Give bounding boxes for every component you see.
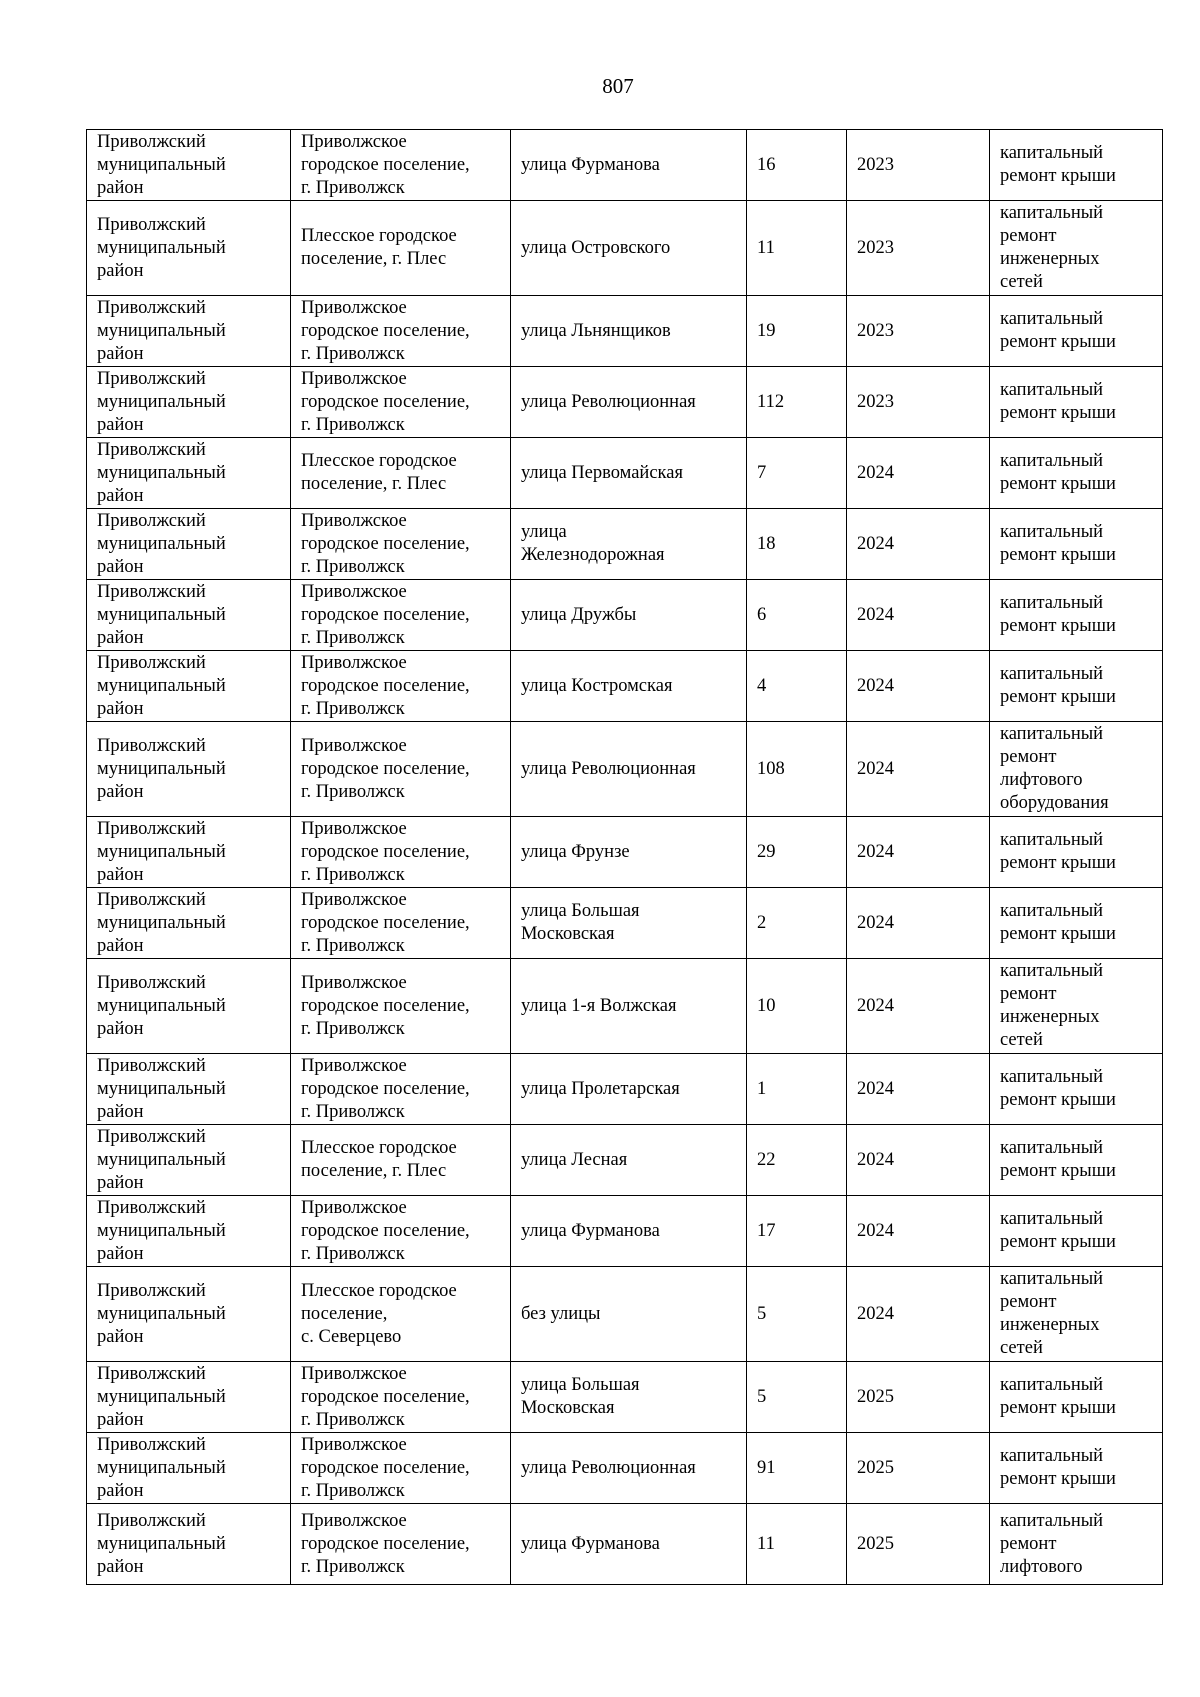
street-cell: улица 1-я Волжская bbox=[511, 959, 747, 1054]
settlement-cell: Приволжское городское поселение, г. Приволжск bbox=[291, 817, 511, 888]
table-row bbox=[87, 580, 1163, 651]
year-cell: 2024 bbox=[847, 817, 990, 888]
house-number-cell: 1 bbox=[747, 1054, 847, 1125]
settlement-cell: Приволжское городское поселение, г. Приволжск bbox=[291, 1196, 511, 1267]
district-cell: Приволжский муниципальный район bbox=[87, 1504, 291, 1585]
year-cell: 2024 bbox=[847, 651, 990, 722]
settlement-cell: Приволжское городское поселение, г. Приволжск bbox=[291, 580, 511, 651]
house-number-cell: 6 bbox=[747, 580, 847, 651]
district-cell: Приволжский муниципальный район bbox=[87, 296, 291, 367]
year-cell: 2023 bbox=[847, 130, 990, 201]
table-row bbox=[87, 438, 1163, 509]
street-cell: улица Железнодорожная bbox=[511, 509, 747, 580]
work-type-cell: капитальный ремонт крыши bbox=[990, 1125, 1163, 1196]
street-cell: улица Пролетарская bbox=[511, 1054, 747, 1125]
settlement-cell: Плесское городское поселение, г. Плес bbox=[291, 1125, 511, 1196]
year-cell: 2024 bbox=[847, 438, 990, 509]
settlement-cell: Приволжское городское поселение, г. Приволжск bbox=[291, 509, 511, 580]
house-number-cell: 91 bbox=[747, 1433, 847, 1504]
street-cell: улица Лесная bbox=[511, 1125, 747, 1196]
house-number-cell: 7 bbox=[747, 438, 847, 509]
year-cell: 2024 bbox=[847, 1196, 990, 1267]
street-cell: улица Льнянщиков bbox=[511, 296, 747, 367]
year-cell: 2023 bbox=[847, 367, 990, 438]
table-row bbox=[87, 1504, 1163, 1585]
district-cell: Приволжский муниципальный район bbox=[87, 1433, 291, 1504]
year-cell: 2024 bbox=[847, 580, 990, 651]
street-cell: улица Революционная bbox=[511, 367, 747, 438]
housing-repair-table bbox=[86, 129, 1163, 1585]
year-cell: 2024 bbox=[847, 722, 990, 817]
work-type-cell: капитальный ремонт инженерных сетей bbox=[990, 1267, 1163, 1362]
house-number-cell: 2 bbox=[747, 888, 847, 959]
work-type-cell: капитальный ремонт крыши bbox=[990, 130, 1163, 201]
district-cell: Приволжский муниципальный район bbox=[87, 959, 291, 1054]
year-cell: 2024 bbox=[847, 1267, 990, 1362]
settlement-cell: Приволжское городское поселение, г. Приволжск bbox=[291, 1362, 511, 1433]
table-row bbox=[87, 1125, 1163, 1196]
house-number-cell: 19 bbox=[747, 296, 847, 367]
table-row bbox=[87, 959, 1163, 1054]
table-row bbox=[87, 201, 1163, 296]
district-cell: Приволжский муниципальный район bbox=[87, 817, 291, 888]
district-cell: Приволжский муниципальный район bbox=[87, 1125, 291, 1196]
work-type-cell: капитальный ремонт инженерных сетей bbox=[990, 201, 1163, 296]
house-number-cell: 18 bbox=[747, 509, 847, 580]
work-type-cell: капитальный ремонт инженерных сетей bbox=[990, 959, 1163, 1054]
work-type-cell: капитальный ремонт крыши bbox=[990, 1196, 1163, 1267]
street-cell: улица Большая Московская bbox=[511, 1362, 747, 1433]
street-cell: улица Большая Московская bbox=[511, 888, 747, 959]
table-row bbox=[87, 509, 1163, 580]
house-number-cell: 5 bbox=[747, 1362, 847, 1433]
house-number-cell: 5 bbox=[747, 1267, 847, 1362]
settlement-cell: Приволжское городское поселение, г. Приволжск bbox=[291, 1433, 511, 1504]
house-number-cell: 22 bbox=[747, 1125, 847, 1196]
street-cell: улица Фурманова bbox=[511, 130, 747, 201]
settlement-cell: Приволжское городское поселение, г. Приволжск bbox=[291, 722, 511, 817]
settlement-cell: Приволжское городское поселение, г. Приволжск bbox=[291, 367, 511, 438]
work-type-cell: капитальный ремонт крыши bbox=[990, 367, 1163, 438]
house-number-cell: 112 bbox=[747, 367, 847, 438]
work-type-cell: капитальный ремонт крыши bbox=[990, 580, 1163, 651]
settlement-cell: Плесское городское поселение, г. Плес bbox=[291, 438, 511, 509]
settlement-cell: Плесское городское поселение, г. Плес bbox=[291, 201, 511, 296]
settlement-cell: Приволжское городское поселение, г. Приволжск bbox=[291, 959, 511, 1054]
year-cell: 2024 bbox=[847, 1125, 990, 1196]
table-row bbox=[87, 1433, 1163, 1504]
street-cell: улица Фрунзе bbox=[511, 817, 747, 888]
street-cell: улица Фурманова bbox=[511, 1196, 747, 1267]
work-type-cell: капитальный ремонт крыши bbox=[990, 296, 1163, 367]
table-row bbox=[87, 367, 1163, 438]
work-type-cell: капитальный ремонт крыши bbox=[990, 509, 1163, 580]
year-cell: 2024 bbox=[847, 1054, 990, 1125]
table-row bbox=[87, 1362, 1163, 1433]
house-number-cell: 11 bbox=[747, 201, 847, 296]
district-cell: Приволжский муниципальный район bbox=[87, 1054, 291, 1125]
table-row bbox=[87, 130, 1163, 201]
settlement-cell: Приволжское городское поселение, г. Приволжск bbox=[291, 651, 511, 722]
house-number-cell: 29 bbox=[747, 817, 847, 888]
table-row bbox=[87, 1054, 1163, 1125]
district-cell: Приволжский муниципальный район bbox=[87, 888, 291, 959]
house-number-cell: 10 bbox=[747, 959, 847, 1054]
year-cell: 2025 bbox=[847, 1362, 990, 1433]
work-type-cell: капитальный ремонт крыши bbox=[990, 438, 1163, 509]
work-type-cell: капитальный ремонт крыши bbox=[990, 651, 1163, 722]
year-cell: 2023 bbox=[847, 201, 990, 296]
district-cell: Приволжский муниципальный район bbox=[87, 438, 291, 509]
district-cell: Приволжский муниципальный район bbox=[87, 509, 291, 580]
work-type-cell: капитальный ремонт крыши bbox=[990, 888, 1163, 959]
street-cell: улица Островского bbox=[511, 201, 747, 296]
work-type-cell: капитальный ремонт лифтового оборудования bbox=[990, 722, 1163, 817]
street-cell: улица Дружбы bbox=[511, 580, 747, 651]
settlement-cell: Приволжское городское поселение, г. Приволжск bbox=[291, 1054, 511, 1125]
table-row bbox=[87, 817, 1163, 888]
settlement-cell: Приволжское городское поселение, г. Приволжск bbox=[291, 1504, 511, 1585]
table-row bbox=[87, 888, 1163, 959]
district-cell: Приволжский муниципальный район bbox=[87, 130, 291, 201]
street-cell: без улицы bbox=[511, 1267, 747, 1362]
district-cell: Приволжский муниципальный район bbox=[87, 201, 291, 296]
house-number-cell: 108 bbox=[747, 722, 847, 817]
settlement-cell: Приволжское городское поселение, г. Приволжск bbox=[291, 130, 511, 201]
table-row bbox=[87, 296, 1163, 367]
year-cell: 2024 bbox=[847, 509, 990, 580]
page-number: 807 bbox=[602, 74, 634, 98]
street-cell: улица Костромская bbox=[511, 651, 747, 722]
work-type-cell: капитальный ремонт крыши bbox=[990, 817, 1163, 888]
district-cell: Приволжский муниципальный район bbox=[87, 1196, 291, 1267]
house-number-cell: 16 bbox=[747, 130, 847, 201]
settlement-cell: Плесское городское поселение, с. Северцево bbox=[291, 1267, 511, 1362]
street-cell: улица Революционная bbox=[511, 1433, 747, 1504]
year-cell: 2024 bbox=[847, 959, 990, 1054]
house-number-cell: 4 bbox=[747, 651, 847, 722]
table-row bbox=[87, 1267, 1163, 1362]
work-type-cell: капитальный ремонт крыши bbox=[990, 1362, 1163, 1433]
house-number-cell: 17 bbox=[747, 1196, 847, 1267]
settlement-cell: Приволжское городское поселение, г. Приволжск bbox=[291, 888, 511, 959]
district-cell: Приволжский муниципальный район bbox=[87, 1267, 291, 1362]
settlement-cell: Приволжское городское поселение, г. Приволжск bbox=[291, 296, 511, 367]
house-number-cell: 11 bbox=[747, 1504, 847, 1585]
district-cell: Приволжский муниципальный район bbox=[87, 367, 291, 438]
year-cell: 2024 bbox=[847, 888, 990, 959]
year-cell: 2025 bbox=[847, 1504, 990, 1585]
street-cell: улица Революционная bbox=[511, 722, 747, 817]
year-cell: 2023 bbox=[847, 296, 990, 367]
district-cell: Приволжский муниципальный район bbox=[87, 722, 291, 817]
work-type-cell: капитальный ремонт лифтового bbox=[990, 1504, 1163, 1585]
table-row bbox=[87, 1196, 1163, 1267]
street-cell: улица Фурманова bbox=[511, 1504, 747, 1585]
work-type-cell: капитальный ремонт крыши bbox=[990, 1433, 1163, 1504]
district-cell: Приволжский муниципальный район bbox=[87, 580, 291, 651]
district-cell: Приволжский муниципальный район bbox=[87, 1362, 291, 1433]
table-row bbox=[87, 722, 1163, 817]
table-row bbox=[87, 651, 1163, 722]
street-cell: улица Первомайская bbox=[511, 438, 747, 509]
district-cell: Приволжский муниципальный район bbox=[87, 651, 291, 722]
year-cell: 2025 bbox=[847, 1433, 990, 1504]
work-type-cell: капитальный ремонт крыши bbox=[990, 1054, 1163, 1125]
